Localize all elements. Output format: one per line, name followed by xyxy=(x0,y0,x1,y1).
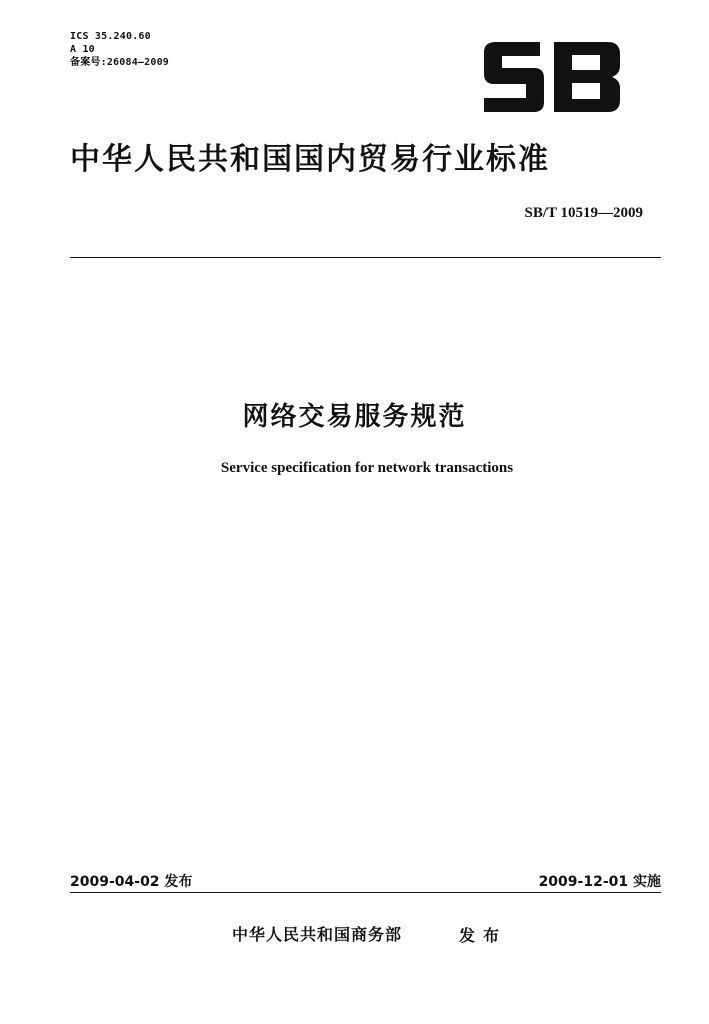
implementation-date: 2009-12-01 实施 xyxy=(538,874,661,890)
classification-code: A 10 xyxy=(70,44,95,55)
bottom-divider xyxy=(70,892,661,893)
top-divider xyxy=(70,257,661,258)
sb-logo xyxy=(478,36,624,116)
logo-letter-b xyxy=(554,42,620,112)
ics-code: ICS 35.240.60 xyxy=(70,31,151,42)
classification-block xyxy=(70,30,169,69)
record-number: 备案号:26084—2009 xyxy=(70,57,170,68)
english-title: Service specification for network transactions xyxy=(220,460,514,476)
issue-date: 2009-04-02 发布 xyxy=(70,874,193,890)
publish-label: 发布 xyxy=(459,926,508,945)
chinese-title: 网络交易服务规范 xyxy=(242,402,467,432)
logo-letter-s xyxy=(484,42,544,112)
standard-code: SB/T 10519—2009 xyxy=(524,205,643,221)
issuer-title: 中华人民共和国国内贸易行业标准 xyxy=(70,142,550,177)
publisher-name: 中华人民共和国商务部 xyxy=(232,925,403,944)
